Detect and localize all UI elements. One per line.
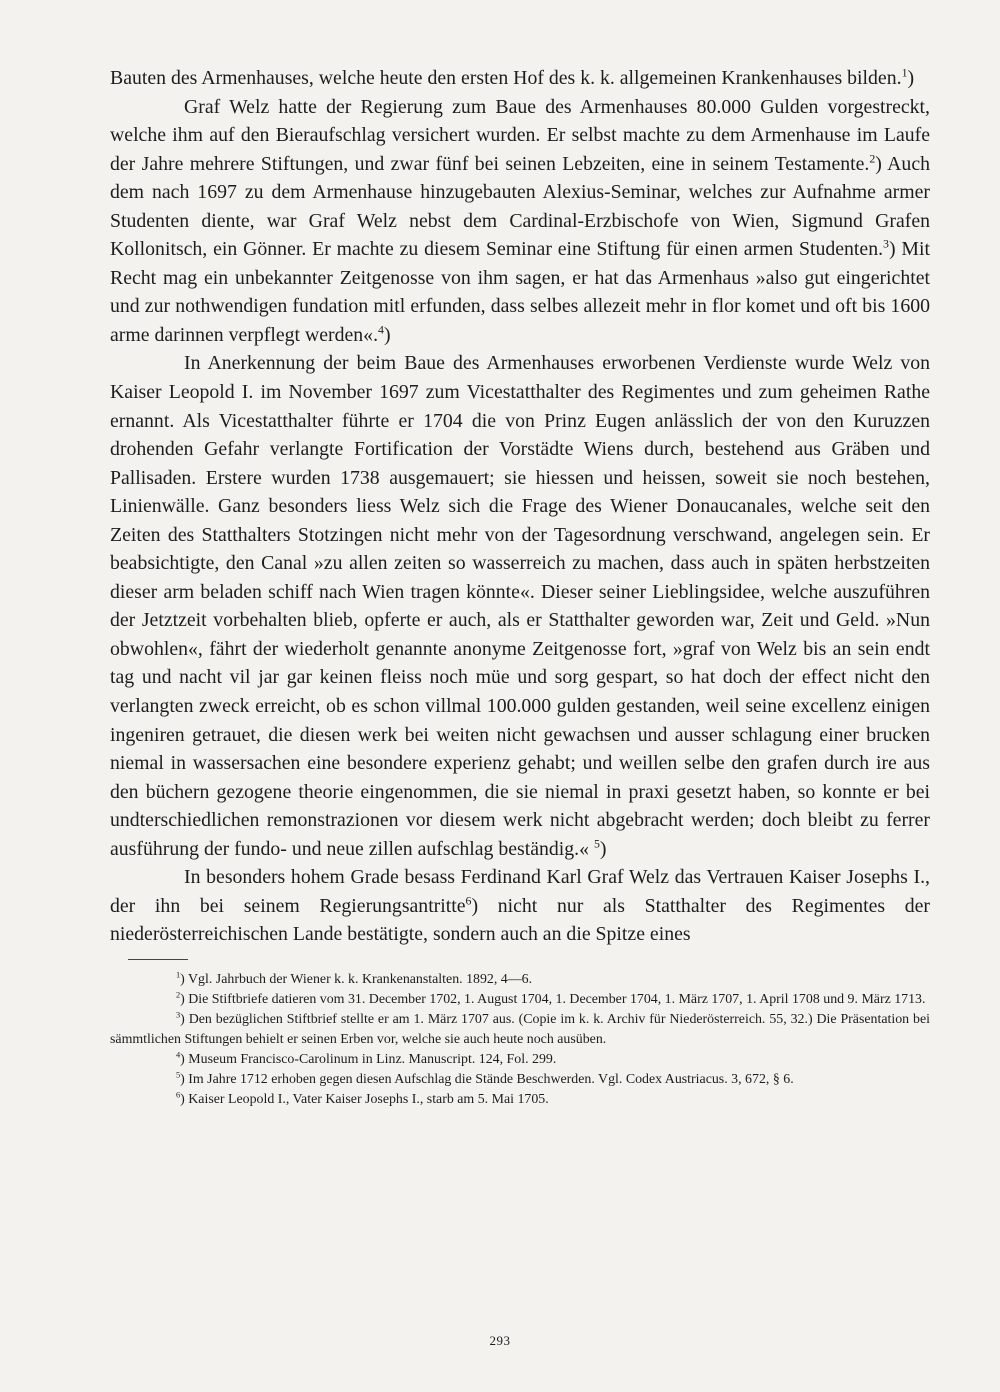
footnote-ref: 4 xyxy=(378,322,384,337)
text-run: Bauten des Armenhauses, welche heute den ersten Hof des k. k. allgemeinen Krankenhauses bilden. xyxy=(110,67,902,89)
text-run: ) Vgl. Jahrbuch der Wiener k. k. Krankenanstalten. 1892, 4—6. xyxy=(180,971,533,987)
footnote-ref: 6 xyxy=(176,1090,181,1100)
footnote-divider xyxy=(128,959,188,960)
text-run: ) Kaiser Leopold I., Vater Kaiser Josephs I., starb am 5. Mai 1705. xyxy=(180,1091,549,1107)
footnote-ref: 4 xyxy=(176,1050,181,1060)
text-run: Graf Welz hatte der Regierung zum Baue des Armenhauses 80.000 Gulden vorgestreckt, welche ihm auf den Bieraufschlag versichert wurden. Er selbst machte zu dem Armenhause im Laufe der Jahre mehrere Stiftungen, und zwar fünf bei seinen Lebzeiten, eine in seinem Testamente. xyxy=(110,95,930,175)
footnote xyxy=(110,1070,930,1090)
footnotes xyxy=(110,970,930,1110)
paragraph xyxy=(110,93,930,350)
text-run: ) Museum Francisco-Carolinum in Linz. Manuscript. 124, Fol. 299. xyxy=(180,1051,557,1067)
footnote xyxy=(110,1050,930,1070)
footnote-ref: 5 xyxy=(176,1070,181,1080)
paragraph xyxy=(110,349,930,863)
footnote-ref: 2 xyxy=(869,151,876,166)
paragraph xyxy=(110,64,930,93)
text-run: ) xyxy=(599,837,607,860)
text-run: ) Auch dem nach 1697 zu dem Armenhause hinzugebauten Alexius-Seminar, welches zur Aufnahme armer Studenten diente, war Graf Welz nebst dem Cardinal-Erzbischofe von Wien, Sigmund Grafen Kollonitsch, ein Gönner. Er machte zu diesem Seminar eine Stiftung für einen armen Studenten. xyxy=(110,152,930,261)
text-run: In besonders hohem Grade besass Ferdinand Karl Graf Welz das Vertrauen Kaiser Josephs I., der ihn bei seinem Regierungsantritte xyxy=(110,866,930,917)
page-number: 293 xyxy=(489,1333,511,1348)
text-run: In Anerkennung der beim Baue des Armenhauses erworbenen Verdienste wurde Welz von Kaiser Leopold I. im November 1697 zum Vicestatthalter des Regimentes und zum geheimen Rathe ernannt. Als Vicestatthalter führte er 1704 die von Prinz Eugen anlässlich der von den Kuruzzen drohenden Gefahr verlangte Fortification der Vorstädte Wiens durch, bestehend aus Gräben und Pallisaden. Erstere wurden 1738 ausgemauert; sie hiessen und heissen, soweit sie noch bestehen, Linienwälle. Ganz besonders liess Welz sich die Frage des Wiener Donaucanales, welche seit den Zeiten des Statthalters Stotzingen nicht mehr von der Tagesordnung verschwand, angelegen sein. Er beabsichtigte, den Canal »zu allen zeiten so wasserreich zu machen, dass auch in späten herbstzeiten dieser arm beladen schiff nach Wien tragen könnte«. Dieser seiner Lieblingsidee, welche auszuführen der Jetztzeit vorbehalten blieb, opferte er auch, als er Statthalter geworden war, Zeit und Geld. »Nun obwohlen«, fährt der wiederholt genannte anonyme Zeitgenosse fort, »graf von Welz bis an sein endt tag und nacht vil jar gar keinen fleiss noch müe und sorg gespart, so hat doch der effect nicht den verlangten zweck erreicht, ob es schon villmal 100.000 gulden gestanden, weil seine excellenz einigen ingeniren getrauet, die diesen werk bei weiten nicht gewachsen und ausser schlagung einer brucken niemal in wassersachen eine besondere experienz gehabt; und weillen selbe den grafen durch ire aus den büchern gezogene theorie eingenommen, die sie niemal in praxi gesetzt haben, so konnte er bei undterschiedlichen remonstrazionen vor diesem werk nicht abgebracht werden; doch bleibt zu ferrer ausführung der fundo- und neue zillen aufschlag beständig.« xyxy=(110,352,930,860)
body-text xyxy=(110,64,930,949)
footnote-ref: 5 xyxy=(593,836,600,851)
footnote-ref: 1 xyxy=(176,970,181,980)
paragraph xyxy=(110,863,930,949)
text-run: ) Die Stiftbriefe datieren vom 31. December 1702, 1. August 1704, 1. December 1704, 1. März 1707, 1. April 1708 und 9. März 1713. xyxy=(180,991,926,1007)
footnote-ref: 3 xyxy=(883,236,889,251)
footnote xyxy=(110,990,930,1010)
footnote xyxy=(110,1010,930,1050)
text-run: ) nicht nur als Statthalter des Regimentes der niederösterreichischen Lande bestätigte, sondern auch an die Spitze eines xyxy=(110,894,930,946)
text-run: ) xyxy=(907,67,915,89)
text-run: ) Mit Recht mag ein unbekannter Zeitgenosse von ihm sagen, er hat das Armenhaus »also gut eingerichtet und zur nothwendigen fundation mitl erfunden, dass selbes allezeit mehr in flor komet und oft bis 1600 arme darinnen verpflegt werden«. xyxy=(110,238,930,346)
text-run: ) xyxy=(383,323,391,346)
text-run: ) Im Jahre 1712 erhoben gegen diesen Aufschlag die Stände Beschwerden. Vgl. Codex Austriacus. 3, 672, § 6. xyxy=(180,1071,794,1087)
footnote-ref: 2 xyxy=(176,990,181,1000)
footnote-ref: 6 xyxy=(465,893,472,908)
text-run: ) Den bezüglichen Stiftbrief stellte er am 1. März 1707 aus. (Copie im k. k. Archiv für Niederösterreich. 55, 32.) Die Präsentation bei sämmtlichen Stiftungen behielt er seinen Erben vor, welche sie auch heute noch ausüben. xyxy=(110,1011,930,1047)
footnote-ref: 1 xyxy=(901,65,908,80)
footnote xyxy=(110,970,930,990)
footnote-ref: 3 xyxy=(176,1010,181,1020)
footnote xyxy=(110,1090,930,1110)
